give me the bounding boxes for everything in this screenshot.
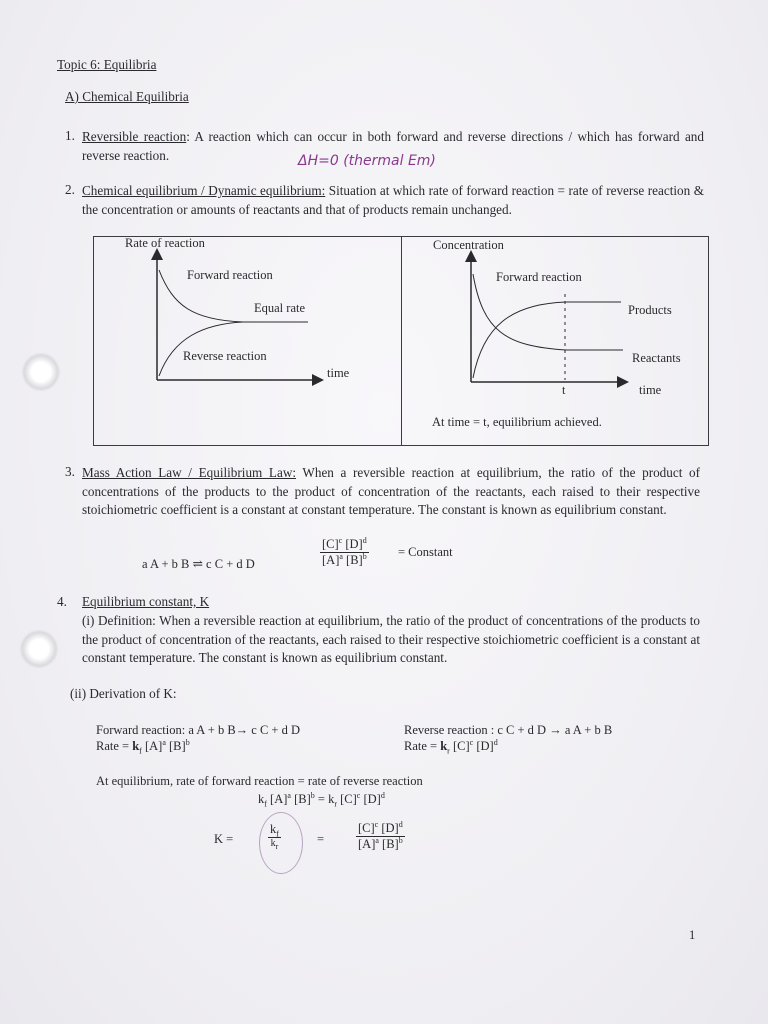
rate-graph-forward-label: Forward reaction xyxy=(187,268,273,282)
item-2-text xyxy=(82,182,704,219)
item-3-body: When a reversible reaction at equilibrium, the ratio of the product of concentrations of the products to the product of concentration of the reactants, each raised to their respective stoichiometric coefficient is a constant at constant temperature. The constant is known as equilibrium constant. xyxy=(82,465,700,517)
forward-reaction-line: Forward reaction: a A + b B→ c C + d D xyxy=(96,723,300,737)
handwritten-circle xyxy=(259,812,303,874)
at-equilibrium-line: At equilibrium, rate of forward reaction = rate of reverse reaction xyxy=(96,774,423,788)
item-3-equals-constant: = Constant xyxy=(398,545,453,559)
item-1-number: 1. xyxy=(65,128,75,143)
section-heading xyxy=(65,89,189,105)
rate-graph-xlabel: time xyxy=(327,366,350,380)
reverse-reaction-line: Reverse reaction : c C + d D → a A + b B xyxy=(404,723,613,737)
rate-graph-equal-label: Equal rate xyxy=(254,301,306,315)
reverse-rate-line: Rate = $k_r$ $[C]^c$ $[D]^d$ xyxy=(404,737,498,756)
punch-hole-bottom xyxy=(22,632,56,666)
rate-graph-ylabel: Rate of reaction xyxy=(125,236,205,250)
forward-rate-line: Rate = $k_f$ $[A]^a$ $[B]^b$ xyxy=(96,737,190,756)
item-3-text xyxy=(82,464,700,520)
mass-action-numerator: $[C]^c$ $[D]^d$ xyxy=(322,535,367,551)
concentration-graph-ylabel: Concentration xyxy=(433,238,504,252)
item-4-number: 4. xyxy=(57,594,67,609)
item-3-equation: a A + b B ⇌ c C + d D xyxy=(142,557,255,571)
item-1-term: Reversible reaction xyxy=(82,129,187,144)
item-3-number: 3. xyxy=(65,464,75,479)
k-label: K = xyxy=(214,832,234,846)
item-2-number: 2. xyxy=(65,182,75,197)
mass-action-fraction xyxy=(320,537,369,568)
page-number: 1 xyxy=(689,928,696,942)
mass-action-denominator: $[A]^a$ $[B]^b$ xyxy=(322,551,367,567)
rate-constant-numerator: $k_f$ xyxy=(270,822,279,839)
item-3-term: Mass Action Law / Equilibrium Law: xyxy=(82,465,297,480)
k-equals-sign: = xyxy=(317,832,325,846)
concentration-graph-forward-label: Forward reaction xyxy=(496,270,582,284)
section-a-label: A) Chemical Equilibria xyxy=(65,89,189,104)
item-4-definition xyxy=(82,612,700,668)
concentration-graph-caption: At time = t, equilibrium achieved. xyxy=(432,415,602,429)
rate-equality-line: $k_f$ $[A]^a$ $[B]^b = k_r$ $[C]^c$ $[D]^d$ xyxy=(258,790,385,809)
handwritten-note: ΔH=0 (thermal Em) xyxy=(298,153,436,169)
item-4-derivation-label: (ii) Derivation of K: xyxy=(70,686,177,701)
item-2-term: Chemical equilibrium / Dynamic equilibrium: xyxy=(82,183,326,198)
item-2-body: Situation at which rate of forward reaction = rate of reverse reaction & the concentration or amounts of reactants and that of products remain unchanged. xyxy=(82,183,704,217)
concentration-graph xyxy=(401,236,707,444)
item-4-term: Equilibrium constant, K xyxy=(82,594,210,609)
k-numerator: $[C]^c$ $[D]^d$ xyxy=(358,819,403,835)
concentration-graph-xlabel: time xyxy=(639,383,662,397)
rate-graph-reverse-label: Reverse reaction xyxy=(183,349,267,363)
equilibrium-constant-fraction xyxy=(356,821,405,852)
punch-hole-top xyxy=(24,355,58,389)
item-4-def-label: (i) Definition: xyxy=(82,613,156,628)
concentration-graph-reactants-label: Reactants xyxy=(632,351,681,365)
concentration-graph-t-mark: t xyxy=(562,383,566,397)
k-denominator: $[A]^a$ $[B]^b$ xyxy=(358,835,403,851)
concentration-graph-products-label: Products xyxy=(628,303,672,317)
item-1-body: : A reaction which can occur in both forward and reverse directions / which has forward and reverse reaction. xyxy=(82,129,704,163)
rate-constant-denominator: $k_r$ xyxy=(270,838,279,851)
item-4-def-body: When a reversible reaction at equilibrium, the ratio of the product of concentrations of the products to the product of concentration of the reactants, each raised to their respective stoichiometric coefficient is a constant at constant temperature. The constant is known as equilibrium constant. xyxy=(82,613,700,665)
topic-title: Topic 6: Equilibria xyxy=(57,57,157,72)
rate-constant-fraction xyxy=(268,822,281,849)
